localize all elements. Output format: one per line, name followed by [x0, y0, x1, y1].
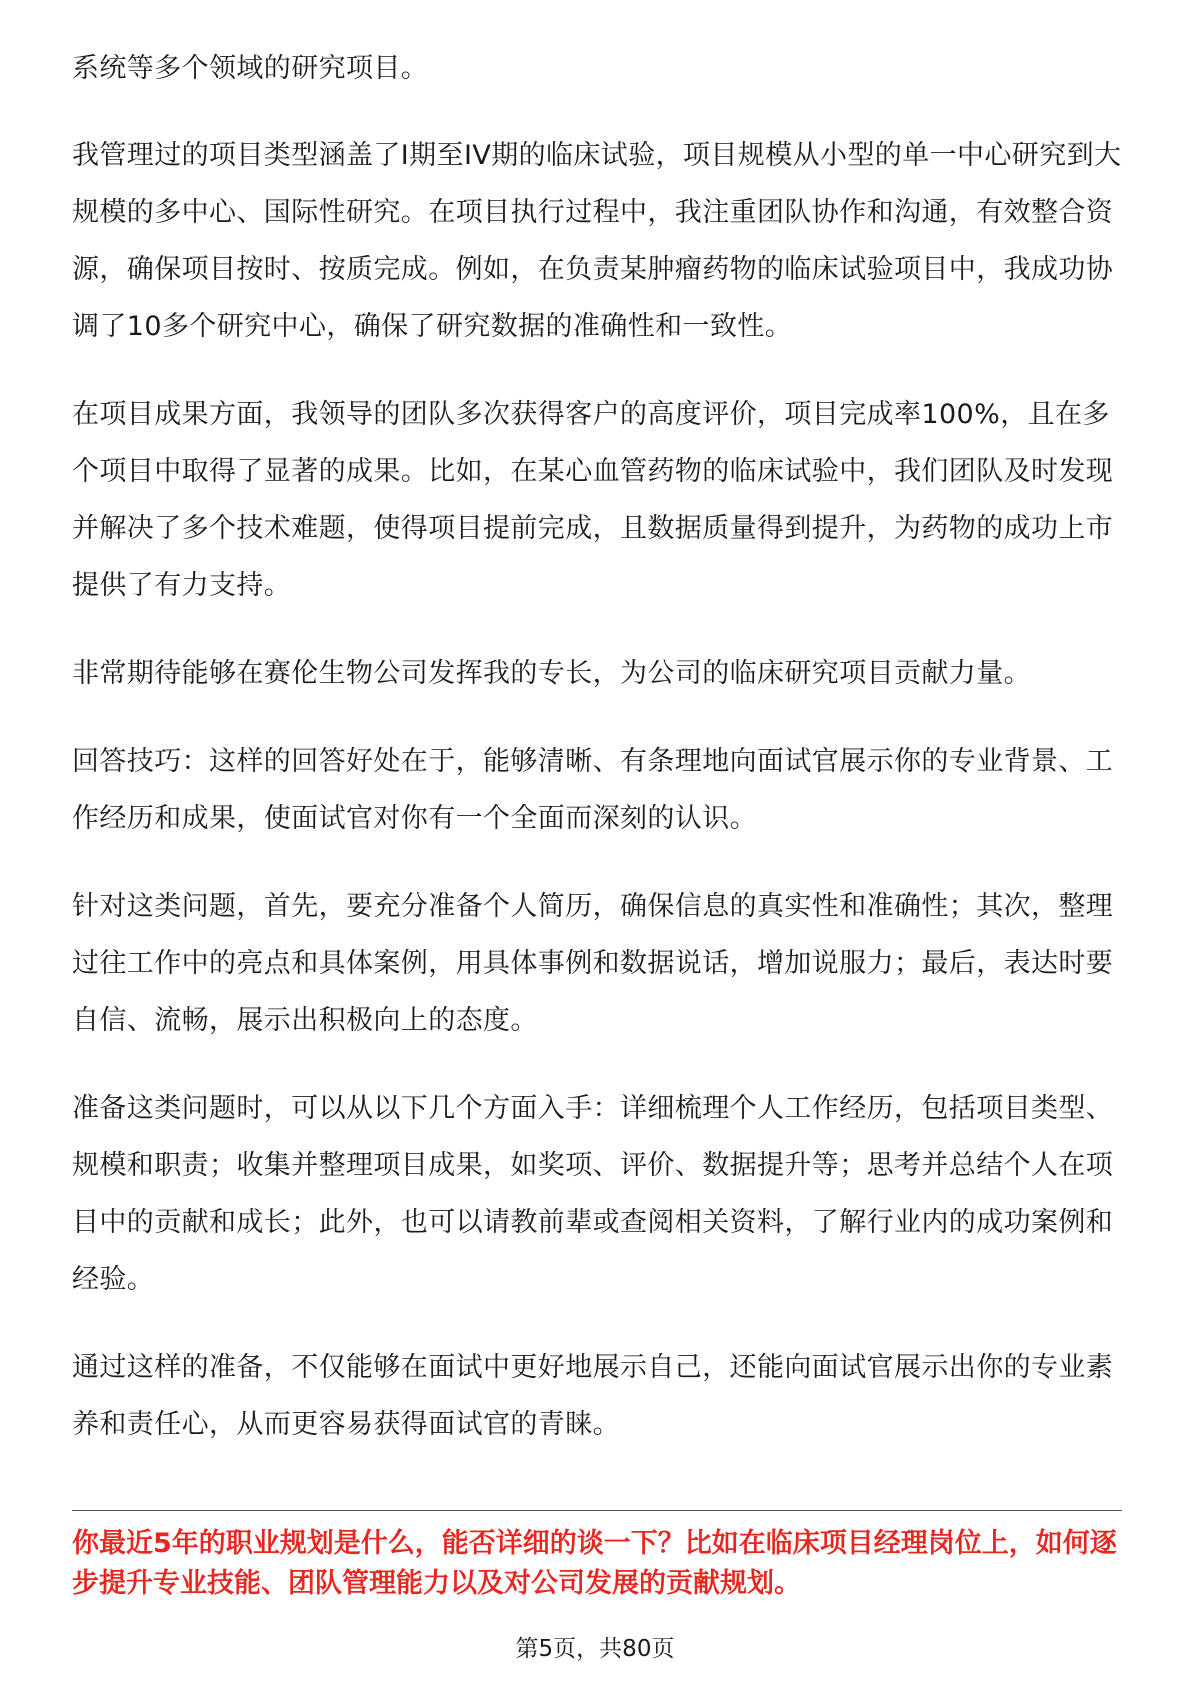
paragraph-answer-tips: 回答技巧：这样的回答好处在于，能够清晰、有条理地向面试官展示你的专业背景、工作经历和成果，使面试官对你有一个全面而深刻的认识。 [72, 746, 1114, 834]
paragraph-preparation-advice: 针对这类问题，首先，要充分准备个人简历，确保信息的真实性和准确性；其次，整理过往工作中的亮点和具体案例，用具体事例和数据说话，增加说服力；最后，表达时要自信、流畅，展示出积极向上的态度。 [72, 891, 1114, 1036]
page-number: 第5页，共80页 [515, 1636, 675, 1662]
paragraph-conclusion: 通过这样的准备，不仅能够在面试中更好地展示自己，还能向面试官展示出你的专业素养和责任心，从而更容易获得面试官的青睐。 [72, 1352, 1114, 1440]
interview-question: 你最近5年的职业规划是什么，能否详细的谈一下？比如在临床项目经理岗位上，如何逐步提升专业技能、团队管理能力以及对公司发展的贡献规划。 [72, 1528, 1117, 1599]
paragraph-project-types: 我管理过的项目类型涵盖了I期至IV期的临床试验，项目规模从小型的单一中心研究到大规模的多中心、国际性研究。在项目执行过程中，我注重团队协作和沟通，有效整合资源，确保项目按时、按质完成。例如，在负责某肿瘤药物的临床试验项目中，我成功协调了10多个研究中心，确保了研究数据的准确性和一致性。 [72, 140, 1122, 342]
section-divider [72, 1510, 1122, 1511]
paragraph-expectation: 非常期待能够在赛伦生物公司发挥我的专长，为公司的临床研究项目贡献力量。 [72, 658, 1031, 689]
paragraph-project-results: 在项目成果方面，我领导的团队多次获得客户的高度评价，项目完成率100%，且在多个项目中取得了显著的成果。比如，在某心血管药物的临床试验中，我们团队及时发现并解决了多个技术难题，使得项目提前完成，且数据质量得到提升，为药物的成功上市提供了有力支持。 [72, 399, 1114, 601]
paragraph-preparation-steps: 准备这类问题时，可以从以下几个方面入手：详细梳理个人工作经历，包括项目类型、规模和职责；收集并整理项目成果，如奖项、评价、数据提升等；思考并总结个人在项目中的贡献和成长；此外，也可以请教前辈或查阅相关资料，了解行业内的成功案例和经验。 [72, 1093, 1114, 1295]
document-body [72, 40, 1122, 1484]
paragraph-continuation: 系统等多个领域的研究项目。 [72, 53, 429, 84]
